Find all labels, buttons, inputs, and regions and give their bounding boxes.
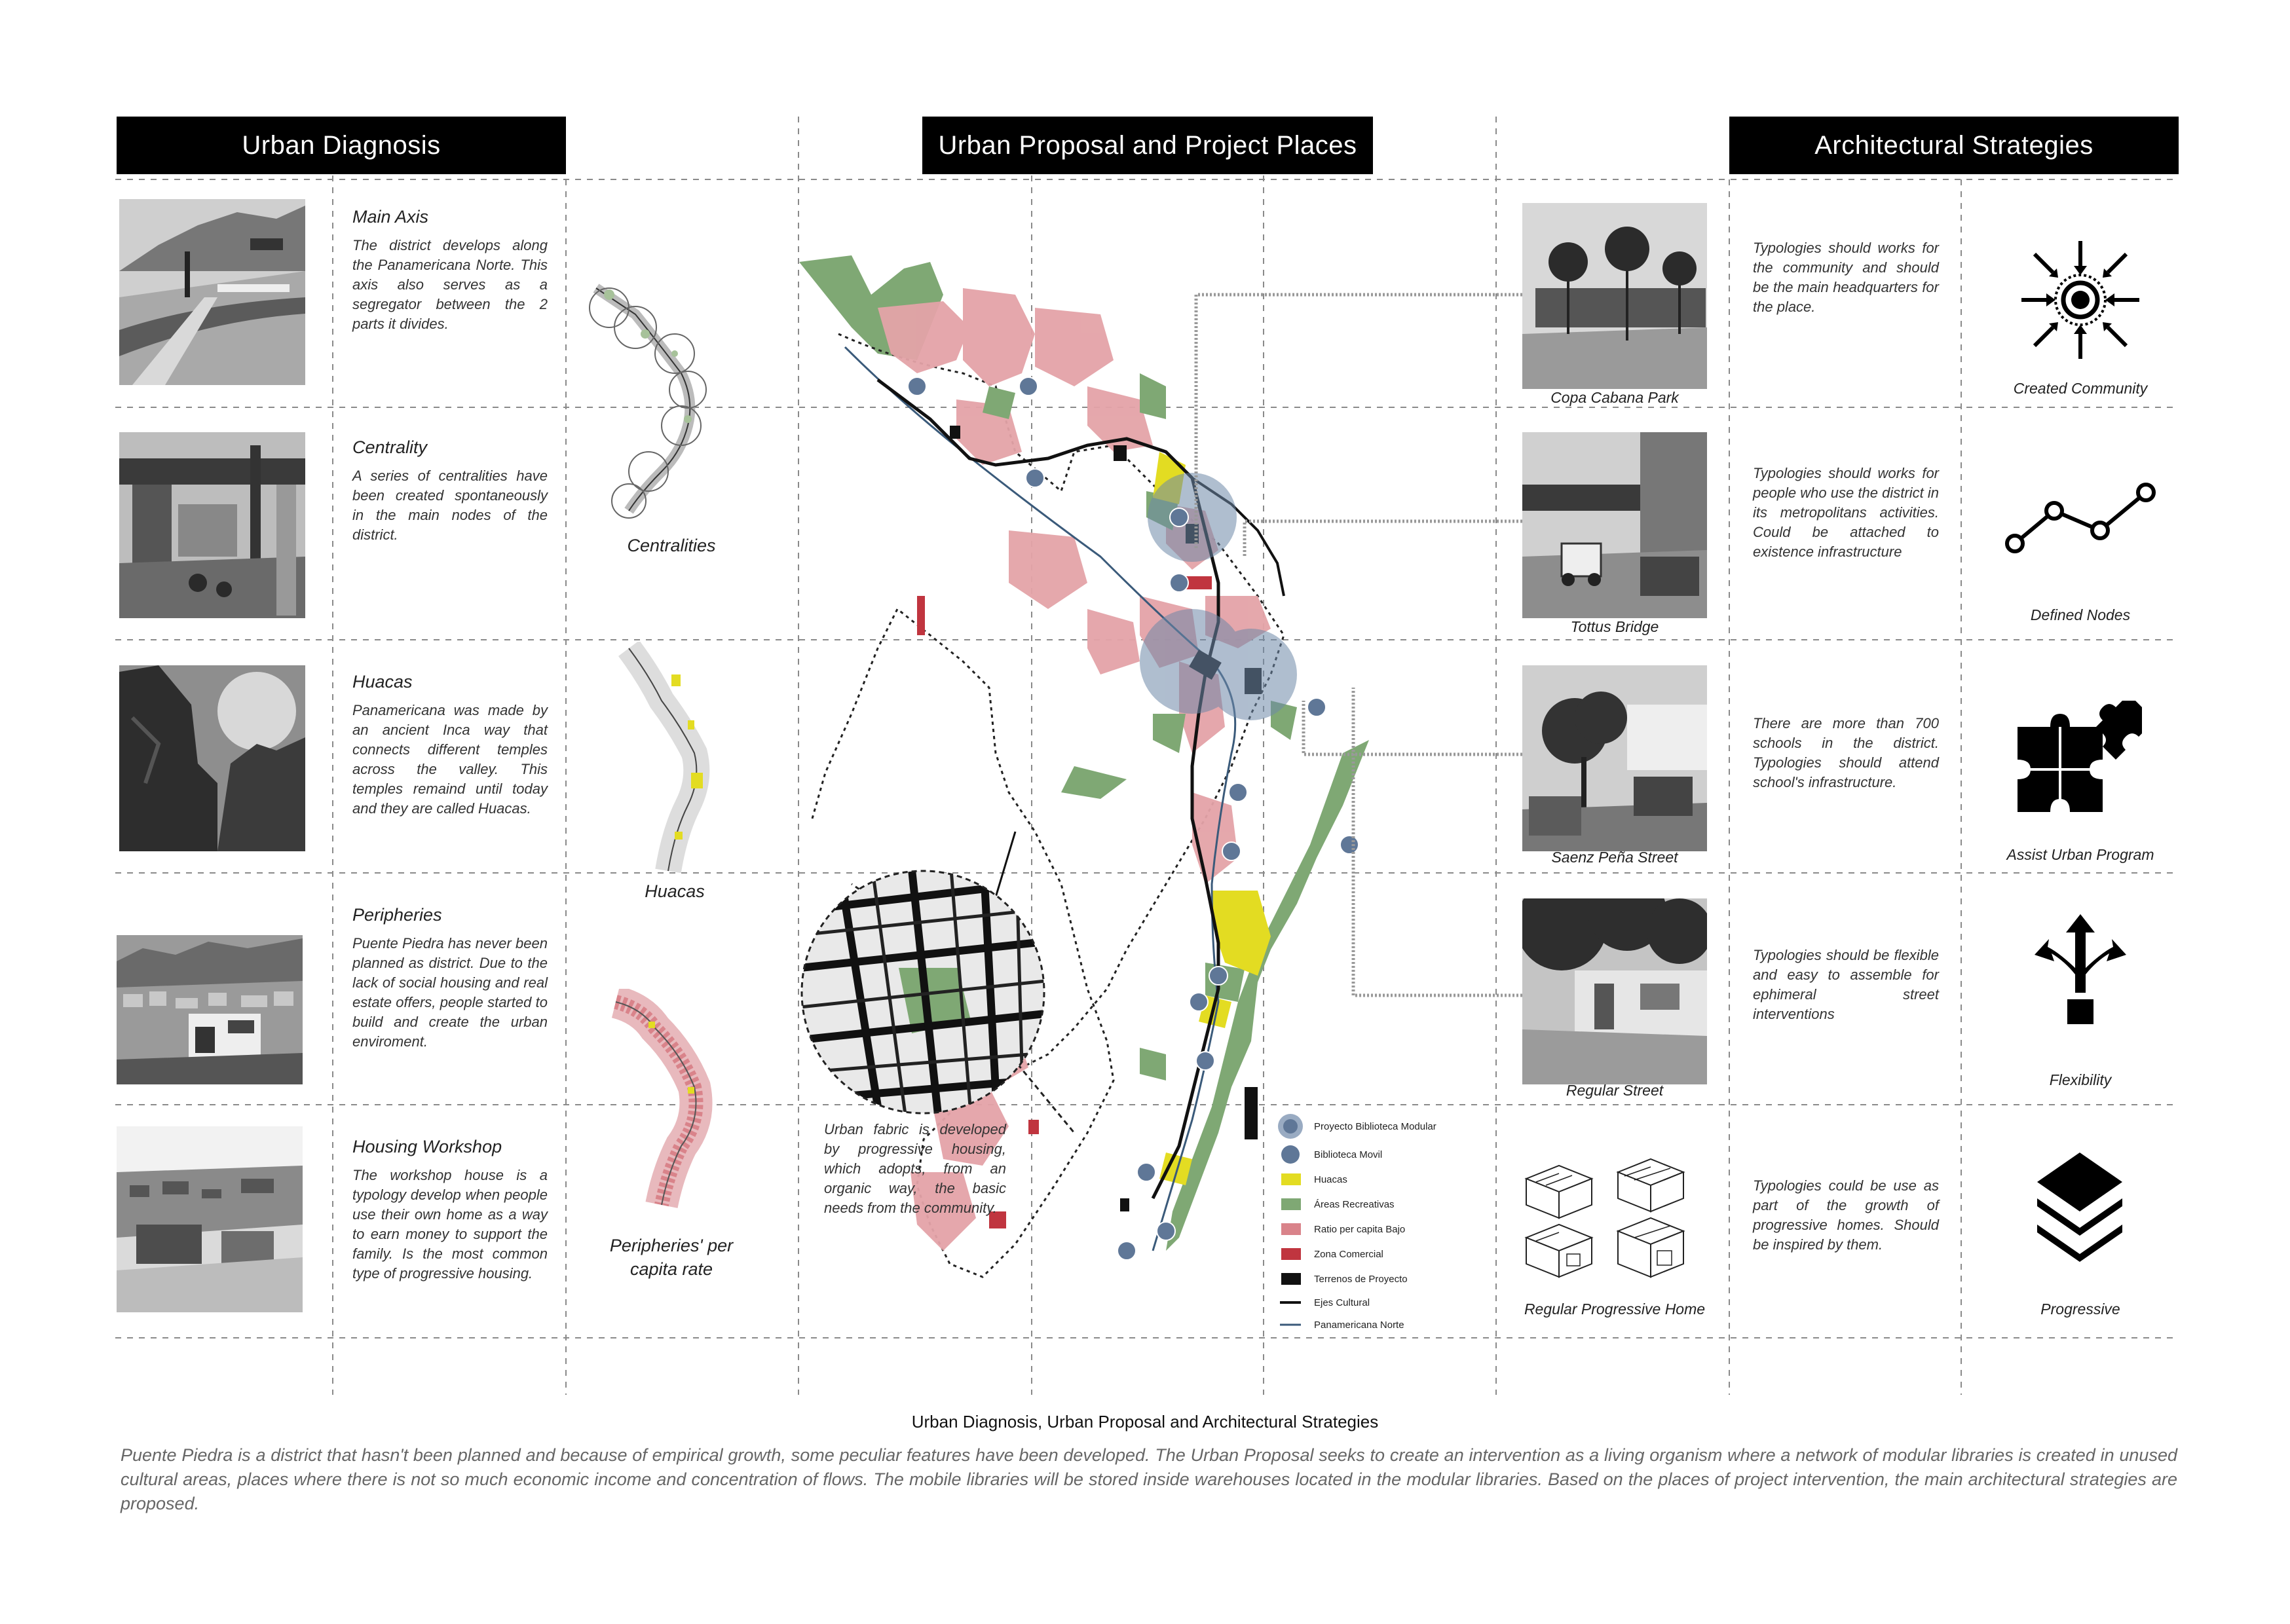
diagnosis-title-housing-workshop: Housing Workshop: [352, 1137, 502, 1156]
header-architectural-strategies: Architectural Strategies: [1729, 117, 2179, 174]
strategy-label-defined-nodes: Defined Nodes: [2030, 606, 2131, 623]
place-caption-regular-street: Regular Street: [1566, 1082, 1664, 1099]
progressive-home-axonometric: [1520, 1153, 1710, 1290]
legend-item: Ratio per capita Bajo: [1277, 1219, 1405, 1239]
legend-item: Ejes Cultural: [1314, 1297, 1370, 1308]
photo-tottus-bridge: [1522, 432, 1707, 618]
strategy-text-assist-urban-program: There are more than 700 schools in the district. Typologies should attend school's infrastructure.: [1753, 715, 1939, 790]
place-caption-saenz-pena-street: Saenz Peña Street: [1551, 849, 1678, 866]
diagnosis-title-huacas: Huacas: [352, 672, 413, 692]
diagnosis-title-main-axis: Main Axis: [352, 207, 429, 227]
puzzle-icon: [2018, 701, 2142, 812]
figure-description: Puente Piedra is a district that hasn't been planned and because of empirical growth, some peculiar features have been developed. The Urban Proposal seeks to create an intervention as a living organism where a network of modular libraries is created in unused cultural areas, places where there is not so much economic income and concentration of flows. The mobile libraries will be stored inside warehouses located in the modular libraries. Based on the places of project intervention, the main architectural strategies are proposed.: [121, 1445, 2177, 1513]
header-urban-proposal: Urban Proposal and Project Places: [922, 117, 1373, 174]
strategy-label-flexibility: Flexibility: [2049, 1071, 2112, 1088]
strategy-text-progressive: Typologies could be use as part of the growth of progressive homes. Should be inspired by them.: [1753, 1177, 1939, 1253]
connected-nodes-icon: [2002, 478, 2159, 557]
place-caption-copa-cabana-park: Copa Cabana Park: [1550, 389, 1679, 406]
diagnosis-title-centrality: Centrality: [352, 437, 428, 457]
diagnosis-title-peripheries: Peripheries: [352, 905, 442, 925]
strategy-text-defined-nodes: Typologies should works for people who use the district in its metropolitans activities. Could be attached to existence infrastructure: [1753, 465, 1939, 560]
mini-map-peripheries-label: Peripheries' per capita rate: [609, 1236, 734, 1279]
zoom-caption: Urban fabric is developed by progressive housing, which adopts, from an organic way, the basic needs from the community.: [824, 1121, 1006, 1216]
direction-sign-icon: [2035, 914, 2126, 1025]
diagnosis-text-centrality: A series of centralities have been created spontaneously in the main nodes of the district.: [352, 468, 548, 543]
legend-item: Panamericana Norte: [1314, 1319, 1404, 1331]
diagnosis-text-housing-workshop: The workshop house is a typology develop when people use their own home as a way to earn money to support the family. Is the most common type of progressive housing.: [352, 1167, 548, 1282]
place-caption-tottus-bridge: Tottus Bridge: [1570, 618, 1659, 635]
legend-item: Biblioteca Movil: [1277, 1145, 1382, 1164]
photo-saenz-pena-street: [1522, 665, 1707, 851]
strategy-text-created-community: Typologies should works for the community and should be the main headquarters for the place.: [1753, 240, 1939, 315]
legend-item: Zona Comercial: [1277, 1244, 1383, 1264]
legend-item: Proyecto Biblioteca Modular: [1277, 1113, 1436, 1139]
figure-title: Urban Diagnosis, Urban Proposal and Architectural Strategies: [911, 1412, 1379, 1431]
legend-item: Áreas Recreativas: [1277, 1194, 1395, 1214]
place-caption-regular-progressive-home: Regular Progressive Home: [1524, 1301, 1706, 1318]
legend-item: Huacas: [1277, 1170, 1347, 1189]
strategy-text-flexibility: Typologies should be flexible and easy to assemble for ephimeral street interventions: [1753, 947, 1939, 1022]
strategy-label-assist-urban-program: Assist Urban Program: [2006, 846, 2154, 863]
strategy-label-progressive: Progressive: [2040, 1301, 2120, 1318]
diagnosis-text-peripheries: Puente Piedra has never been planned as district. Due to the lack of social housing and real estate offers, people started to build and create the urban enviroment.: [352, 935, 548, 1050]
diagnosis-text-main-axis: The district develops along the Panamericana Norte. This axis also serves as a segregator between the 2 parts it divides.: [352, 237, 548, 332]
mini-map-centralities-label: Centralities: [627, 536, 716, 555]
legend-item: Terrenos de Proyecto: [1277, 1269, 1408, 1289]
target-arrows-icon: [2015, 234, 2146, 365]
layers-icon: [2037, 1153, 2122, 1264]
header-urban-diagnosis: Urban Diagnosis: [117, 117, 566, 174]
photo-regular-street: [1522, 898, 1707, 1084]
diagnosis-text-huacas: Panamericana was made by an ancient Inca way that connects different temples across the valley. This temples remaind until today and they are called Huacas.: [352, 702, 548, 817]
mini-map-huacas-label: Huacas: [645, 881, 705, 901]
photo-copa-cabana-park: [1522, 203, 1707, 389]
strategy-label-created-community: Created Community: [2013, 380, 2148, 397]
